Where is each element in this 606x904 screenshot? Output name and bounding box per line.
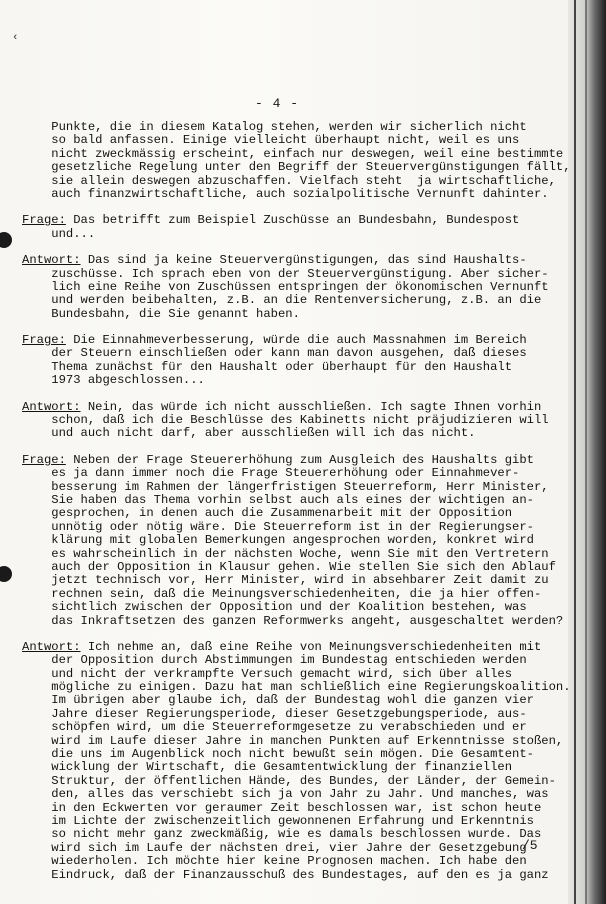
text-line (22, 494, 567, 507)
text-line (22, 654, 567, 667)
line-text: der Steuern einschließen oder kann man davon ausgehen, daß dieses (22, 346, 527, 361)
line-text: Im übrigen aber glaube ich, daß der Bundestag wohl die ganzen vier (22, 693, 534, 708)
line-text: gesprochen, in denen auch die Zusammenarbeit mit der Opposition (22, 506, 513, 521)
line-text: besserung im Rahmen der längerfristigen Steuerreform, Herr Minister, (22, 479, 549, 494)
line-text: gesetzliche Regelung unter den Begriff der Steuervergünstigungen fällt, (22, 160, 571, 175)
line-text: Neben der Frage Steuererhöhung zum Ausgleich des Haushalts gibt (65, 452, 534, 467)
line-text: Das sind ja keine Steuervergünstigungen, das sind Haushalts- (80, 253, 527, 268)
line-text: lich eine Reihe von Zuschüssen entspringen der ökonomischen Vernunft (22, 279, 549, 294)
line-text: Die Einnahmeverbesserung, würde die auch Massnahmen im Bereich (65, 333, 527, 348)
line-text: Struktur, der öffentlichen Hände, des Bundes, der Länder, der Gemein- (22, 773, 556, 788)
text-line (22, 842, 567, 855)
line-text: Thema zunächst für den Haushalt oder überhaupt für den Haushalt (22, 359, 513, 374)
page-edge-line (574, 0, 576, 904)
question-block (22, 334, 567, 388)
line-text: im Lichte der zwischenzeitlich gewonnenen Erfahrung und Erkenntnis (22, 813, 534, 828)
text-line (22, 401, 567, 414)
line-text: auch der Opposition in Klausur gehen. Wie stellen Sie sich den Ablauf (22, 559, 556, 574)
text-line (22, 788, 567, 801)
text-line (22, 869, 567, 882)
text-line (22, 534, 567, 547)
page-edge-line (585, 0, 587, 904)
line-text: sie allein deswegen abzuschaffen. Vielfach steht ja wirtschaftliche, (22, 173, 556, 188)
line-text: wicklung der Wirtschaft, die Gesamtentwicklung der finanziellen (22, 760, 513, 775)
speaker-label: Frage: (22, 452, 66, 467)
line-text: schöpfen wird, um die Steuerreformgesetze zu verabschieden und er (22, 720, 527, 735)
text-line (22, 815, 567, 828)
speaker-label: Antwort: (22, 639, 81, 654)
line-text: der Opposition durch Abstimmungen im Bundestag entschieden werden (22, 653, 527, 668)
page-number: - 4 - (255, 96, 300, 111)
text-line (22, 521, 567, 534)
speaker-label: Frage: (22, 213, 66, 228)
answer-block (22, 639, 571, 882)
text-line (22, 281, 567, 294)
line-text: und nicht der verkrampfte Versuch gemacht wird, sich über alles (22, 666, 513, 681)
line-text: es wahrscheinlich in der nächsten Woche, wenn Sie mit den Vertretern (22, 546, 549, 561)
line-text: sichtlich zwischen der Opposition und der Koalition bestehen, was (22, 600, 527, 615)
text-line (22, 454, 567, 467)
text-line (22, 427, 567, 440)
text-line (22, 708, 567, 721)
document-body (22, 120, 571, 895)
text-line (22, 802, 567, 815)
line-text: Jahre dieser Regierungsperiode, dieser Gesetzgebungsperiode, aus- (22, 706, 527, 721)
line-text: Nein, das würde ich nicht ausschließen. Ich sagte Ihnen vorhin (80, 399, 542, 414)
line-text: klärung mit globalen Bemerkungen angesprochen worden, konkret wird (22, 533, 534, 548)
text-line (22, 775, 567, 788)
text-line (22, 615, 567, 628)
line-text: und auch nicht darf, aber ausschließen will ich das nicht. (22, 426, 476, 441)
text-line (22, 507, 567, 520)
text-line (22, 680, 571, 695)
text-line (22, 548, 567, 561)
line-text: wird im Laufe dieser Jahre in manchen Punkten auf Erkenntnisse stoßen, (22, 733, 564, 748)
text-line (22, 761, 567, 774)
text-line (22, 748, 567, 761)
line-text: Ich nehme an, daß eine Reihe von Meinungsverschiedenheiten mit (80, 639, 542, 654)
text-line (22, 334, 567, 347)
text-line (22, 641, 567, 654)
line-text: und werden beibehalten, z.B. an die Rentenversicherung, z.B. an die (22, 293, 542, 308)
text-line (22, 374, 567, 387)
text-line (22, 414, 567, 427)
text-line (22, 574, 567, 587)
text-line (22, 855, 567, 868)
speaker-label: Antwort: (22, 399, 81, 414)
text-line (22, 668, 567, 681)
text-line (22, 228, 567, 241)
line-text: so bald anfassen. Einige vielleicht überhaupt nicht, weil es uns (22, 133, 520, 148)
line-text: Sie haben das Thema vorhin selbst auch als eines der wichtigen an- (22, 492, 534, 507)
text-line (22, 467, 567, 480)
text-line (22, 188, 567, 201)
line-text: das Inkraftsetzen des ganzen Reformwerks angeht, ausgeschaltet werden? (22, 613, 564, 628)
corner-mark: ‹ (12, 32, 19, 44)
text-line (22, 160, 571, 175)
line-text: nicht zweckmässig erscheint, einfach nur deswegen, weil eine bestimmte (22, 146, 564, 161)
text-line (22, 481, 567, 494)
answer-block (22, 401, 567, 441)
text-line (22, 828, 567, 841)
question-block (22, 214, 567, 241)
text-line (22, 175, 567, 188)
text-line (22, 308, 567, 321)
text-line (22, 735, 567, 748)
line-text: 1973 abgeschlossen... (22, 373, 205, 388)
text-line (22, 601, 567, 614)
line-text: so nicht mehr ganz zweckmäßig, wie es damals beschlossen wurde. Das (22, 827, 542, 842)
text-line (22, 121, 567, 134)
line-text: rechnen sein, daß die Meinungsverschiedenheiten, die ja hier offen- (22, 586, 542, 601)
line-text: es ja dann immer noch die Frage Steuererhöhung oder Einnahmever- (22, 466, 520, 481)
text-line (22, 721, 567, 734)
line-text: Das betrifft zum Beispiel Zuschüsse an Bundesbahn, Bundespost (65, 213, 520, 228)
line-text: wird sich im Laufe der nächsten drei, vier Jahre der Gesetzgebung (22, 840, 527, 855)
line-text: jetzt technisch vor, Herr Minister, wird in absehbarer Zeit damit zu (22, 573, 549, 588)
line-text: in den Eckwerten vor geraumer Zeit beschlossen war, ist schon heute (22, 800, 542, 815)
continuation-marker: /5 (522, 838, 538, 853)
line-text: mögliche zu einigen. Dazu hat man schließlich eine Regierungskoalition. (22, 680, 571, 695)
line-text: wiederholen. Ich möchte hier keine Prognosen machen. Ich habe den (22, 854, 527, 869)
line-text: auch finanzwirtschaftliche, auch sozialpolitische Vernunft dahinter. (22, 186, 549, 201)
text-line (22, 347, 567, 360)
line-text: zuschüsse. Ich sprach eben von der Steuervergünstigung. Aber sicher- (22, 266, 549, 281)
line-text: unnötig oder nötig wäre. Die Steuerreform ist in der Regierungser- (22, 519, 534, 534)
speaker-label: Frage: (22, 333, 66, 348)
answer-block (22, 254, 567, 321)
line-text: Bundesbahn, die Sie genannt haben. (22, 306, 300, 321)
text-line (22, 268, 567, 281)
text-line (22, 694, 567, 707)
text-line (22, 134, 567, 147)
speaker-label: Antwort: (22, 253, 81, 268)
question-block (22, 454, 567, 628)
line-text: den, alles das verschiebt sich ja von Jahr zu Jahr. Und manches, was (22, 787, 549, 802)
line-text: und... (22, 226, 96, 241)
line-text: schon, daß ich die Beschlüsse des Kabinetts nicht präjudizieren will (22, 413, 549, 428)
text-line (22, 148, 567, 161)
text-line (22, 561, 567, 574)
line-text: die uns im Augenblick noch nicht bewußt sein mögen. Die Gesamtent- (22, 747, 534, 762)
paragraph-block (22, 120, 571, 201)
text-line (22, 361, 567, 374)
text-line (22, 588, 567, 601)
line-text: Punkte, die in diesem Katalog stehen, werden wir sicherlich nicht (22, 120, 527, 134)
text-line (22, 214, 567, 227)
text-line (22, 294, 567, 307)
line-text: Eindruck, daß der Finanzausschuß des Bundestages, auf den es ja ganz (22, 867, 549, 882)
text-line (22, 254, 567, 267)
